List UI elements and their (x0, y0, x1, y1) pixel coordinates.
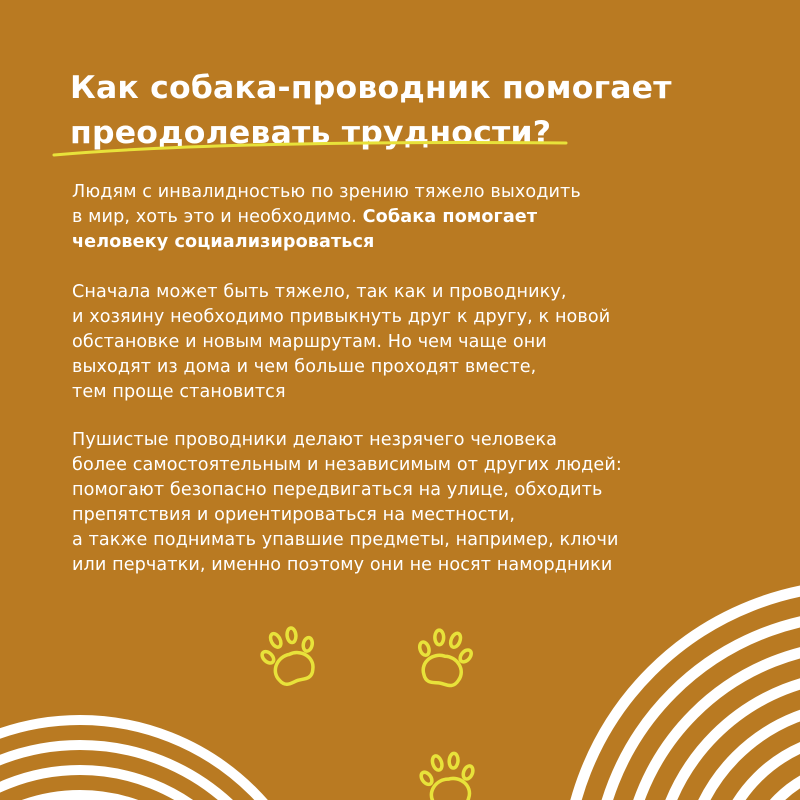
p2-line: выходят из дома и чем больше проходят вместе, (72, 357, 537, 377)
p3-line: помогают безопасно передвигаться на улице, обходить (72, 480, 603, 500)
p3-line: Пушистые проводники делают незрячего человека (72, 430, 557, 450)
rainbow-arches-left (0, 720, 325, 800)
title-line-2: преодолевать трудности? (70, 115, 552, 151)
p2-line: и хозяину необходимо привыкнуть друг к другу, к новой (72, 307, 611, 327)
p1-line-1: Людям с инвалидностью по зрению тяжело выходить (72, 182, 581, 202)
paragraph-socialization (72, 180, 581, 255)
title-line-1: Как собака-проводник помогает (70, 70, 672, 106)
p1-line-2 (72, 205, 581, 230)
paw-icon (412, 626, 477, 689)
p1-line-2-bold: Собака помогает (362, 207, 538, 227)
rainbow-arches-right (565, 585, 800, 800)
p3-line: или перчатки, именно поэтому они не носят намордники (72, 555, 613, 575)
p1-line-3 (72, 230, 581, 255)
paragraph-adaptation (72, 280, 610, 405)
p1-line-3-bold: человеку социализироваться (72, 232, 375, 252)
p1-line-2-normal: в мир, хоть это и необходимо. (72, 207, 363, 227)
p2-line: Сначала может быть тяжело, так как и проводнику, (72, 282, 567, 302)
p2-line: тем проще становится (72, 382, 286, 402)
title-underline-stroke (50, 133, 570, 163)
paragraph-independence (72, 428, 622, 578)
p3-line: более самостоятельным и независимым от других людей: (72, 455, 622, 475)
p3-line: препятствия и ориентироваться на местности, (72, 505, 516, 525)
p3-line: а также поднимать упавшие предметы, например, ключи (72, 530, 619, 550)
paw-icon (417, 750, 480, 800)
p2-line: обстановке и новым маршрутам. Но чем чаще они (72, 332, 547, 352)
paw-icon (254, 621, 324, 689)
